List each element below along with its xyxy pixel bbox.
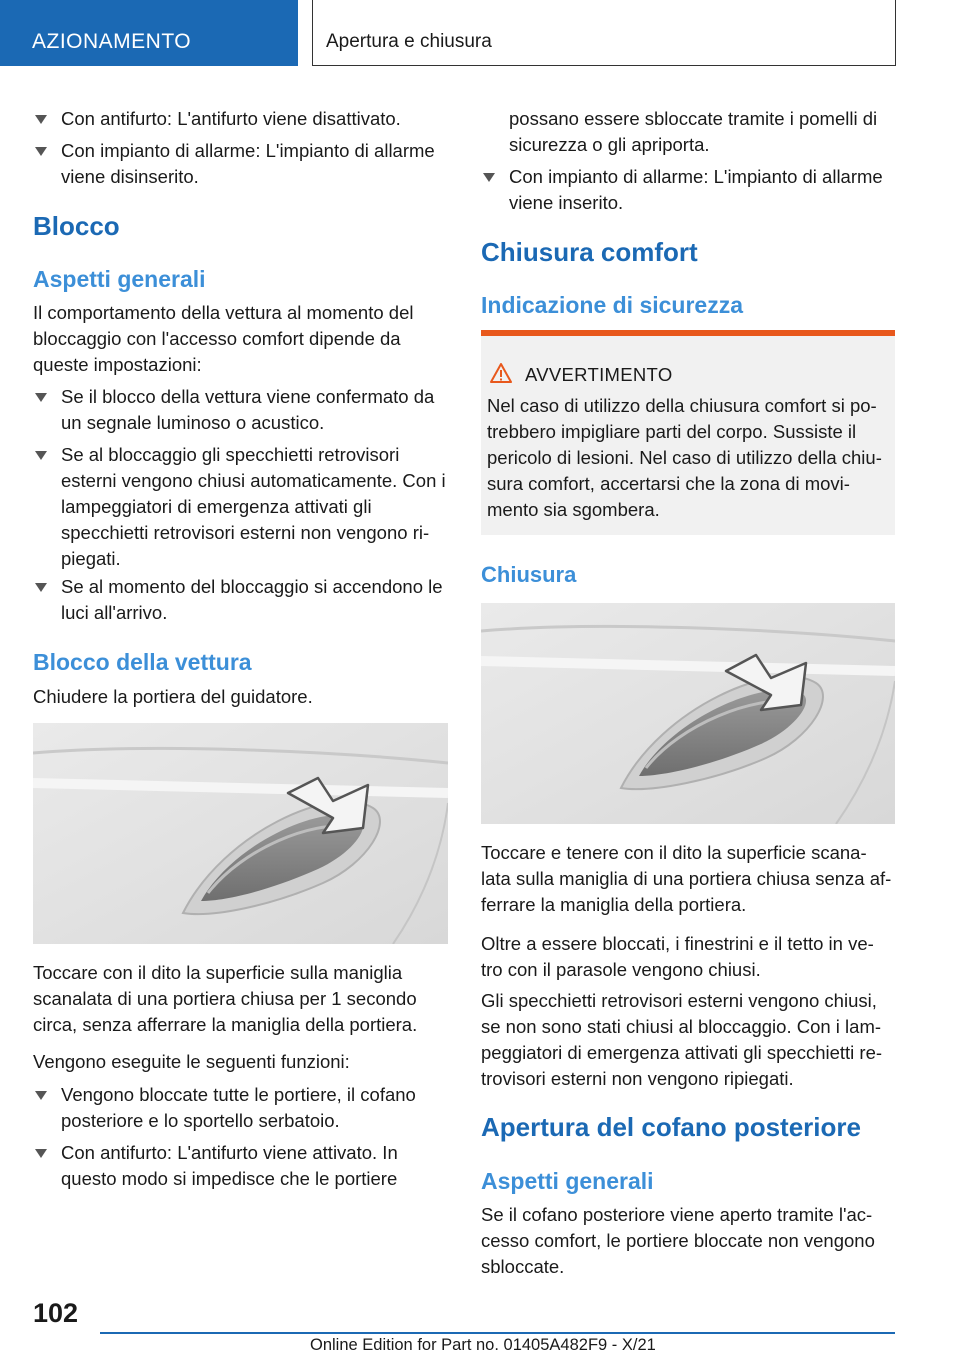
- paragraph: Toccare con il dito la superficie sulla maniglia scanalata di una portiera chiusa per 1 secondo circa, senza afferrare la maniglia della portiera.: [33, 962, 418, 1035]
- heading-blocco-vettura: Blocco della vettura: [33, 649, 252, 675]
- heading-indicazione-sicurezza: Indicazione di sicurezza: [481, 292, 744, 318]
- chapter-title: Apertura e chiusura: [326, 31, 492, 52]
- list-item: Con impianto di allarme: L'impianto di allarme viene disinserito.: [33, 138, 448, 190]
- door-handle-illustration: [33, 723, 448, 944]
- list-item: Se il blocco della vettura viene confermato da un segnale luminoso o acustico.: [33, 384, 448, 436]
- heading-aspetti-generali: Aspetti generali: [33, 266, 206, 292]
- warning-triangle-icon: [489, 362, 513, 384]
- page-number: 102: [33, 1298, 79, 1328]
- section-tab: AZIONAMENTO: [0, 0, 298, 66]
- paragraph: Se il cofano posteriore viene aperto tramite l'ac-cesso comfort, le portiere bloccate non vengono sbloccate.: [481, 1204, 875, 1277]
- warning-title: AVVERTIMENTO: [525, 364, 673, 385]
- page-header: [0, 0, 960, 66]
- heading-aspetti-generali: Aspetti generali: [481, 1168, 654, 1194]
- intro-paragraph: Il comportamento della vettura al momento del bloccaggio con l'accesso comfort dipende da queste impostazioni:: [33, 302, 414, 375]
- door-handle-figure: [33, 723, 448, 944]
- list-item: Con antifurto: L'antifurto viene disattivato.: [33, 106, 448, 132]
- list-item: Con antifurto: L'antifurto viene attivato. In questo modo si impedisce che le portiere: [33, 1140, 448, 1192]
- paragraph: Gli specchietti retrovisori esterni vengono chiusi, se non sono stati chiusi al bloccaggio. Con i lam-peggiatori di emergenza attivati gli specchietti re-trovisori esterni non vengono ripiegati.: [481, 990, 883, 1089]
- triangle-bullet-icon: [35, 147, 47, 156]
- door-handle-illustration: [481, 603, 895, 824]
- paragraph: Toccare e tenere con il dito la superficie scana-lata sulla maniglia di una portiera chiusa senza af-ferrare la maniglia della portiera.: [481, 842, 892, 915]
- triangle-bullet-icon: [35, 1091, 47, 1100]
- paragraph: Oltre a essere bloccati, i finestrini e il tetto in ve-tro con il parasole vengono chiusi.: [481, 933, 874, 980]
- triangle-bullet-icon: [35, 1149, 47, 1158]
- triangle-bullet-icon: [35, 393, 47, 402]
- list-item: Se al momento del bloccaggio si accendono le luci all'arrivo.: [33, 574, 448, 626]
- triangle-bullet-icon: [35, 451, 47, 460]
- warning-text: Nel caso di utilizzo della chiusura comfort si po-trebbero impigliare parti del corpo. Sussiste il pericolo di lesioni. Nel caso di utilizzo della chiu-sura comfort, accertarsi che la zona di movi-mento sia sgombera.: [487, 395, 882, 520]
- edition-note: Online Edition for Part no. 01405A482F9 - X/21: [310, 1336, 656, 1354]
- heading-blocco: Blocco: [33, 211, 120, 241]
- paragraph-continuation: possano essere sbloccate tramite i pomelli di sicurezza o gli apriporta.: [509, 108, 878, 155]
- heading-apertura-cofano: Apertura del cofano posteriore: [481, 1112, 861, 1142]
- list-item: Vengono bloccate tutte le portiere, il cofano posteriore e lo sportello serbatoio.: [33, 1082, 448, 1134]
- triangle-bullet-icon: [483, 173, 495, 182]
- triangle-bullet-icon: [35, 583, 47, 592]
- list-item: Se al bloccaggio gli specchietti retrovisori esterni vengono chiusi automaticamente. Con i lampeggiatori di emergenza attivati gli specchietti retrovisori esterni non vengono ri-piegati.: [33, 442, 448, 572]
- paragraph: Chiudere la portiera del guidatore.: [33, 686, 313, 707]
- heading-chiusura-comfort: Chiusura comfort: [481, 237, 698, 267]
- triangle-bullet-icon: [35, 115, 47, 124]
- footer-rule: [100, 1332, 895, 1334]
- warning-box: [481, 330, 895, 535]
- heading-chiusura: Chiusura: [481, 562, 577, 587]
- list-item: Con impianto di allarme: L'impianto di allarme viene inserito.: [481, 164, 895, 216]
- paragraph: Vengono eseguite le seguenti funzioni:: [33, 1051, 350, 1072]
- door-handle-figure: [481, 603, 895, 824]
